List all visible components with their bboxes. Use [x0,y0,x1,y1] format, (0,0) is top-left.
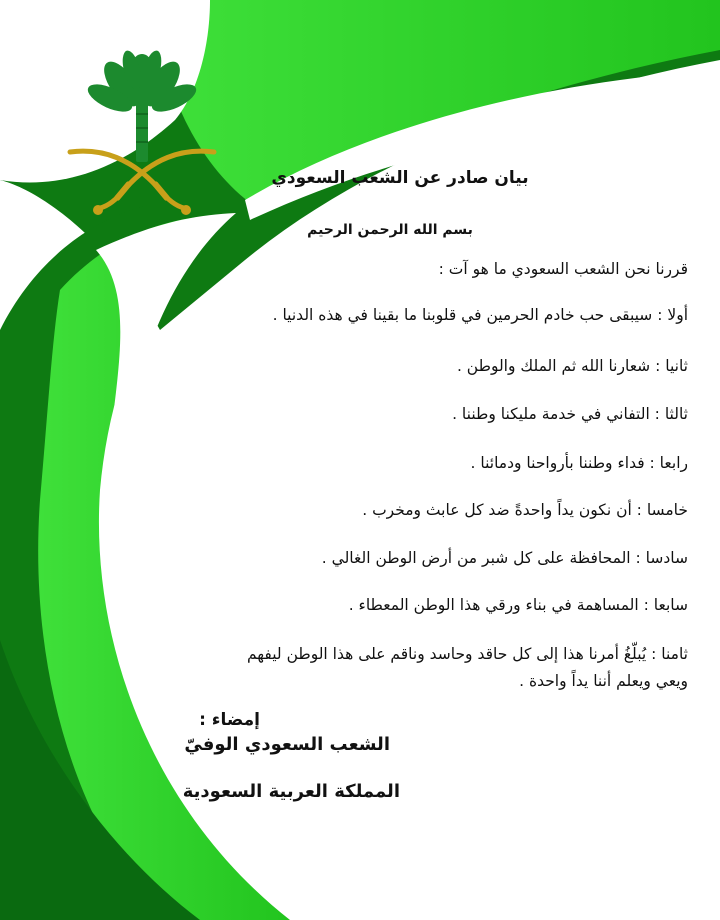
document-title: بيان صادر عن الشعب السعودي [271,168,529,188]
item-seventh: سابعا : المساهمة في بناء ورقي هذا الوطن المعطاء . [348,596,688,614]
item-first: أولا : سيبقى حب خادم الحرمين في قلوبنا ما بقينا في هذه الدنيا . [272,306,688,324]
saudi-emblem [62,40,222,220]
signature-country: المملكة العربية السعودية [182,781,400,802]
signature-name: الشعب السعودي الوفيّ [184,734,390,755]
item-fourth: رابعا : فداء وطننا بأرواحنا ودمائنا . [470,454,688,472]
item-eighth-line1: ثامنا : يُبلّغُ أمرنا هذا إلى كل حاقد وحاسد وناقم على هذا الوطن ليفهم [246,645,688,663]
signature-label: إمضاء : [199,710,260,730]
palm-and-swords-emblem-icon [62,40,222,220]
intro-line: قررنا نحن الشعب السعودي ما هو آت : [438,260,688,278]
item-sixth: سادسا : المحافظة على كل شبر من أرض الوطن الغالي . [321,549,688,567]
item-eighth-line2: ويعي ويعلم أننا يداً واحدة . [519,672,688,690]
item-fifth: خامسا : أن نكون يداً واحدةً ضد كل عابث ومخرب . [362,501,688,519]
item-third: ثالثا : التفاني في خدمة مليكنا وطننا . [452,405,688,423]
basmala: بسم الله الرحمن الرحيم [307,222,473,238]
item-second: ثانيا : شعارنا الله ثم الملك والوطن . [456,357,688,375]
